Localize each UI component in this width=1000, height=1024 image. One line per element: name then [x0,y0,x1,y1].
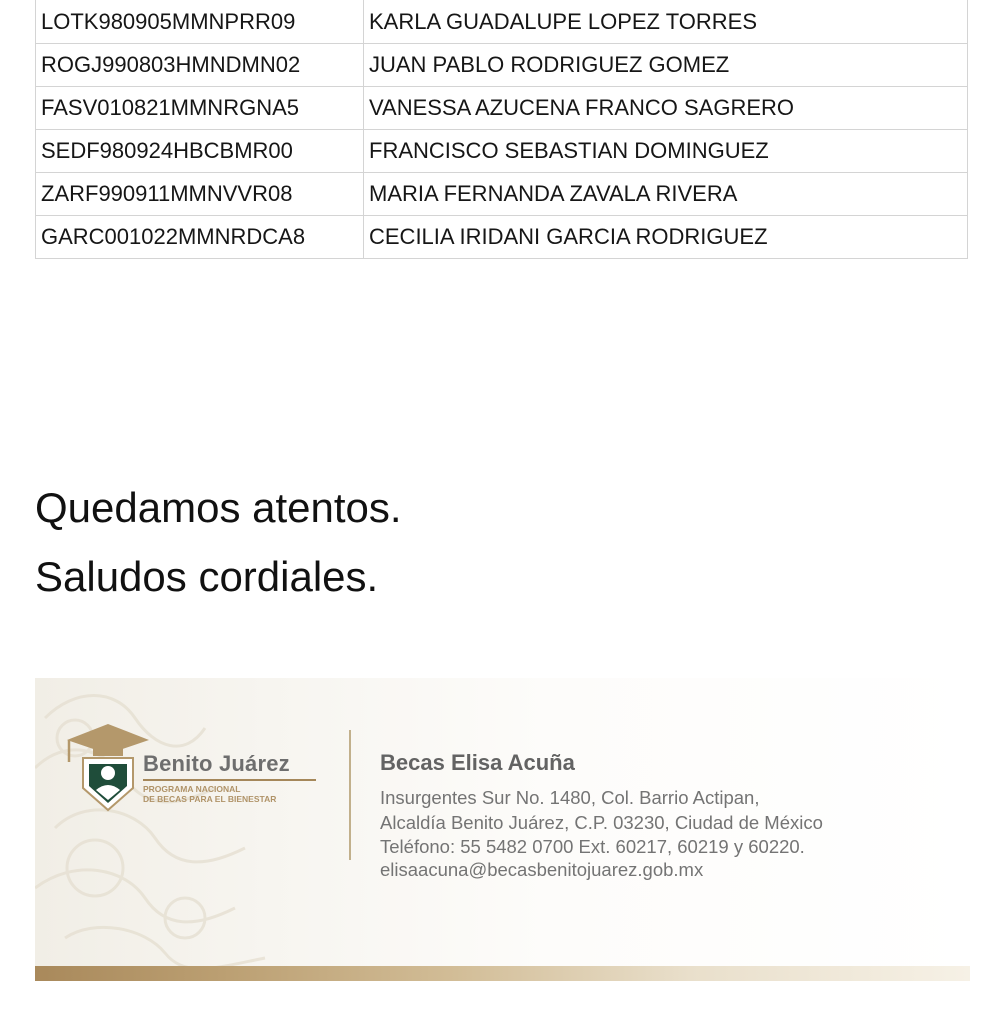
curp-cell: FASV010821MMNRGNA5 [36,87,364,130]
name-cell: VANESSA AZUCENA FRANCO SAGRERO [364,87,968,130]
curp-cell: SEDF980924HBCBMR00 [36,130,364,173]
gold-footer-bar [35,966,970,981]
name-cell: MARIA FERNANDA ZAVALA RIVERA [364,173,968,216]
signature-banner [35,678,970,968]
brand-underline [143,779,316,781]
brand-subtitle-line-2: DE BECAS PARA EL BIENESTAR [143,794,277,804]
table-row [36,130,968,173]
records-table [35,0,968,259]
email-link[interactable]: elisaacuna@becasbenitojuarez.gob.mx [380,859,704,880]
table-row [36,87,968,130]
brand-subtitle-line-1: PROGRAMA NACIONAL [143,784,241,794]
table-row [36,173,968,216]
address-line-1: Insurgentes Sur No. 1480, Col. Barrio Actipan, [380,787,760,808]
address-line-2: Alcaldía Benito Juárez, C.P. 03230, Ciudad de México [380,812,823,833]
name-cell: KARLA GUADALUPE LOPEZ TORRES [364,0,968,44]
graduation-cap-shield-icon [63,720,153,820]
name-cell: CECILIA IRIDANI GARCIA RODRIGUEZ [364,216,968,259]
vertical-divider [349,730,351,860]
name-cell: FRANCISCO SEBASTIAN DOMINGUEZ [364,130,968,173]
phone-line: Teléfono: 55 5482 0700 Ext. 60217, 60219 y 60220. [380,836,805,857]
curp-cell: ZARF990911MMNVVR08 [36,173,364,216]
table-row [36,216,968,259]
table-row [36,44,968,87]
table-row [36,0,968,44]
brand-name: Benito Juárez [143,751,290,776]
office-name: Becas Elisa Acuña [380,750,575,775]
brand-subtitle [143,784,276,804]
curp-cell: LOTK980905MMNPRR09 [36,0,364,44]
name-cell: JUAN PABLO RODRIGUEZ GOMEZ [364,44,968,87]
curp-cell: GARC001022MMNRDCA8 [36,216,364,259]
closing-line-atentos: Quedamos atentos. [35,484,402,531]
closing-line-saludos: Saludos cordiales. [35,553,379,600]
curp-cell: ROGJ990803HMNDMN02 [36,44,364,87]
